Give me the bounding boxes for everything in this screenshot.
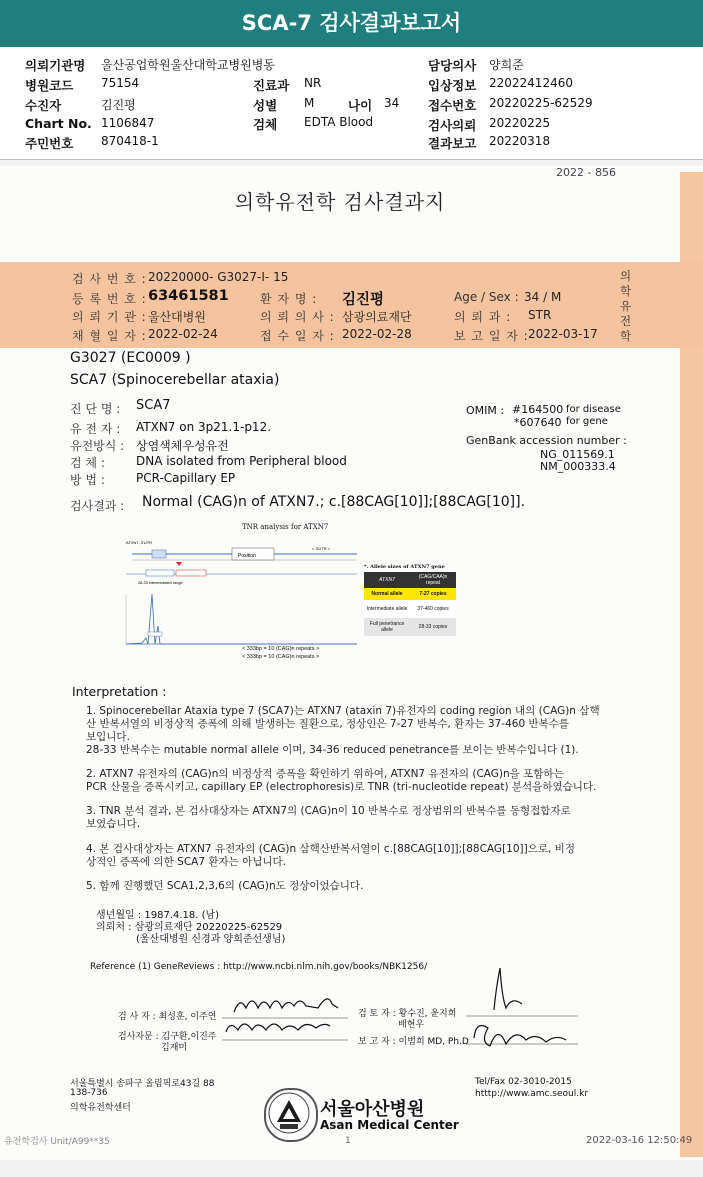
asan-foundation-seal-icon — [264, 1088, 318, 1142]
interpretation-line: 1. Spinocerebellar Ataxia type 7 (SCA7)는 ATXN7 (ataxin 7)유전자의 coding region 내의 (CAG)n 삼핵 — [86, 705, 600, 717]
side-text: 학 — [620, 284, 632, 298]
value: NG_011569.1 — [540, 448, 615, 461]
report-header — [0, 50, 703, 158]
label: 유 전 자 : — [70, 422, 121, 436]
table-cell: Full penetrance allele — [369, 621, 405, 633]
value: for gene — [566, 416, 608, 427]
label: 접수번호 — [428, 98, 477, 113]
table-header: ATXN7 — [379, 577, 395, 583]
side-text: 학 — [620, 329, 632, 343]
interpretation-line: 5. 함께 진행했던 SCA1,2,3,6의 (CAG)n도 정상이었습니다. — [86, 880, 364, 892]
table-row — [364, 618, 456, 636]
value: STR — [528, 308, 552, 322]
label: 채 혈 일 자 : — [72, 329, 147, 343]
value: DNA isolated from Peripheral blood — [136, 454, 347, 468]
reviewer-extra: 배현우 — [398, 1020, 425, 1030]
label: 의뢰기관명 — [25, 58, 86, 73]
marker-label: ATXN7, 5'UTR — [126, 540, 153, 545]
label: 검 사 번 호 : — [72, 272, 147, 286]
examiner: 검 사 자 : 최성훈, 이주연 — [118, 1012, 217, 1022]
department: 의학유전학센터 — [70, 1103, 131, 1113]
figure-title: TNR analysis for ATXN7 — [242, 523, 329, 531]
birth-date: 생년월일 : 1987.4.18. (남) — [96, 910, 220, 921]
test-result: Normal (CAG)n of ATXN7.; c.[88CAG[10]];[88CAG[10]]. — [142, 494, 526, 510]
value: 34 / M — [524, 290, 562, 304]
value: 김진평 — [101, 98, 136, 112]
label: 나이 — [348, 98, 373, 113]
value: ATXN7 on 3p21.1-p12. — [136, 420, 272, 434]
value: 20220225-62529 — [489, 96, 593, 110]
interpretation-line: 상적인 증폭에 의한 SCA7 환자는 아닙니다. — [86, 856, 287, 868]
interpretation-line: 3. TNR 분석 결과, 본 검사대상자는 ATXN7의 (CAG)n이 10 반복수로 정상범위의 반복수를 동형접합자로 — [86, 805, 571, 817]
value: for disease — [566, 404, 621, 415]
advisor-extra: 김재미 — [161, 1043, 188, 1053]
interpretation-title: Interpretation : — [72, 684, 167, 699]
value: 22022412460 — [489, 76, 573, 90]
marker-label: Position — [238, 553, 256, 559]
interpretation-line: 28-33 반복수는 mutable normal allele 이며, 34-36 reduced penetrance를 보이는 반복수입니다 (1). — [86, 744, 579, 756]
label: 성별 — [253, 98, 278, 113]
label: 방 법 : — [70, 473, 105, 487]
page-bottom — [0, 1160, 703, 1177]
value: EDTA Blood — [304, 115, 374, 129]
label: 보 고 일 자 : — [454, 329, 529, 343]
value: 울산공업학원울산대학교병원병동 — [101, 58, 275, 72]
patient-info-band — [0, 262, 680, 348]
value: 20220318 — [489, 134, 551, 148]
label: Chart No. — [25, 116, 92, 131]
label: 의 뢰 기 관 : — [72, 310, 147, 324]
footer-unit: 유전학검사 Unit/A99**35 — [4, 1137, 110, 1147]
advisor: 검사자문 : 김구환,이진주 — [118, 1032, 217, 1042]
value: 75154 — [101, 76, 140, 90]
value: 2022-02-24 — [148, 327, 218, 341]
hospital-logo-english: Asan Medical Center — [320, 1118, 459, 1132]
value: #164500 — [512, 403, 564, 416]
report-title-bar — [0, 0, 703, 47]
label: 검사결과 : — [70, 499, 125, 513]
label: 의 뢰 의 사 : — [260, 310, 335, 324]
table-cell: Intermediate allele — [366, 606, 408, 612]
side-text: 전 — [620, 314, 632, 328]
table-header: (CAG/CAA)n repeat — [418, 574, 448, 586]
tel-fax: Tel/Fax 02-3010-2015 — [475, 1077, 572, 1087]
interpretation-line: 산 반복서열의 비정상적 증폭에 의해 발생하는 질환으로, 정상인은 7-27 반복수, 환자는 37-460 반복수를 — [86, 718, 570, 730]
value: NR — [304, 76, 322, 90]
label: 진료과 — [253, 78, 290, 93]
value: 20220000- G3027-I- 15 — [148, 270, 289, 284]
page-number: 1 — [345, 1136, 351, 1146]
value: *607640 — [514, 416, 562, 429]
examiner-signatures — [220, 990, 350, 1045]
value: 870418-1 — [101, 134, 159, 148]
value: 울산대병원 — [148, 310, 206, 324]
value: 34 — [384, 96, 400, 110]
table-cell: 7-27 copies — [419, 591, 447, 597]
value: 상염색체우성유전 — [136, 439, 229, 453]
label: 검사의뢰 — [428, 118, 477, 133]
label: 결과보고 — [428, 136, 477, 151]
label: 유전방식 : — [70, 439, 125, 453]
reference: Reference (1) GeneReviews : http://www.ncbi.nlm.nih.gov/books/NBK1256/ — [90, 962, 428, 972]
table-row — [364, 588, 456, 600]
label: 검체 — [253, 117, 278, 132]
report-title: SCA-7 검사결과보고서 — [241, 11, 462, 35]
electropherogram — [112, 534, 362, 649]
value: 2022-03-17 — [528, 327, 598, 341]
value: M — [304, 96, 315, 110]
value: 20220225 — [489, 116, 551, 130]
value: 63461581 — [148, 288, 229, 304]
value: 양희준 — [489, 58, 524, 72]
interpretation-line: PCR 산물을 증폭시키고, capillary EP (electrophoresis)로 TNR (tri-nucleotide repeat) 분석을하였습니다. — [86, 781, 597, 793]
interpretation-line: 보였습니다. — [86, 818, 141, 830]
referrer-detail: (울산대병원 신경과 양희준선생님) — [136, 934, 286, 945]
label: 병원코드 — [25, 78, 74, 93]
table-cell: 37-460 copies — [417, 606, 449, 612]
address: 서울특별시 송파구 올림픽로43길 88 — [70, 1079, 215, 1089]
label: 환 자 명 : — [260, 292, 318, 306]
label: OMIM : — [466, 404, 505, 417]
value: 삼광의료재단 — [342, 310, 412, 324]
tnr-figure — [112, 520, 472, 665]
marker-label: < 3'UTR > — [312, 546, 331, 551]
label: 등 록 번 호 : — [72, 292, 147, 306]
label: 수진자 — [25, 98, 62, 113]
label: 입상정보 — [428, 78, 477, 93]
reporter: 보 고 자 : 이범희 MD, Ph.D — [358, 1037, 469, 1047]
postal-code: 138-736 — [70, 1088, 108, 1098]
table-cell: 28-33 copies — [418, 624, 448, 630]
label: 검 체 : — [70, 456, 105, 470]
interpretation-line: 2. ATXN7 유전자의 (CAG)n의 비정상적 증폭을 확인하기 위하여, ATXN7 유전자의 (CAG)n을 포함하는 — [86, 768, 564, 780]
value: PCR-Capillary EP — [136, 471, 236, 485]
label: 접 수 일 자 : — [260, 329, 335, 343]
side-text: 유 — [620, 299, 632, 313]
document-number: 2022 - 856 — [556, 166, 616, 179]
label: 주민번호 — [25, 136, 74, 151]
print-timestamp: 2022-03-16 12:50:49 — [586, 1135, 693, 1146]
value: NM_000333.4 — [540, 460, 616, 473]
interpretation-line: 보입니다. — [86, 731, 130, 743]
legend-title: *. Allele sizes of ATXN7 gene — [364, 564, 445, 570]
test-code: G3027 (EC0009 ) — [70, 350, 191, 366]
range-label: 28-33 intermediated range — [138, 581, 183, 585]
value: 2022-02-28 — [342, 327, 412, 341]
label: Age / Sex : — [454, 290, 519, 304]
table-cell: Normal allele — [371, 591, 403, 597]
hospital-logo-korean: 서울아산병원 — [320, 1099, 425, 1120]
label: 담당의사 — [428, 58, 477, 73]
side-text: 의 — [620, 269, 632, 283]
interpretation-line: 4. 본 검사대상자는 ATXN7 유전자의 (CAG)n 삼핵산반복서열이 c.[88CAG[10]];[88CAG[10]]으로, 비정 — [86, 843, 575, 855]
allele-table — [364, 572, 456, 636]
value: 김진평 — [342, 292, 385, 308]
figure-note: < 333bp = 10 (CAG)n repeats > — [242, 654, 320, 660]
website: htttp://www.amc.seoul.kr — [475, 1089, 589, 1099]
value: 1106847 — [101, 116, 155, 130]
label: GenBank accession number : — [466, 434, 627, 447]
reviewer: 검 토 자 : 황수진, 윤지희 — [358, 1009, 457, 1019]
document-title: 의학유전학 검사결과지 — [234, 190, 446, 214]
reviewer-signatures — [466, 958, 581, 1058]
label: 의 뢰 과 : — [454, 310, 512, 324]
test-name: SCA7 (Spinocerebellar ataxia) — [70, 372, 280, 388]
value: SCA7 — [136, 398, 171, 413]
label: 진 단 명 : — [70, 402, 121, 416]
table-row — [364, 600, 456, 618]
figure-note: < 333bp = 10 (CAG)n repeats > — [242, 646, 320, 652]
referrer: 의뢰처 : 삼광의료재단 20220225-62529 — [96, 922, 283, 933]
band-edge — [680, 262, 703, 348]
